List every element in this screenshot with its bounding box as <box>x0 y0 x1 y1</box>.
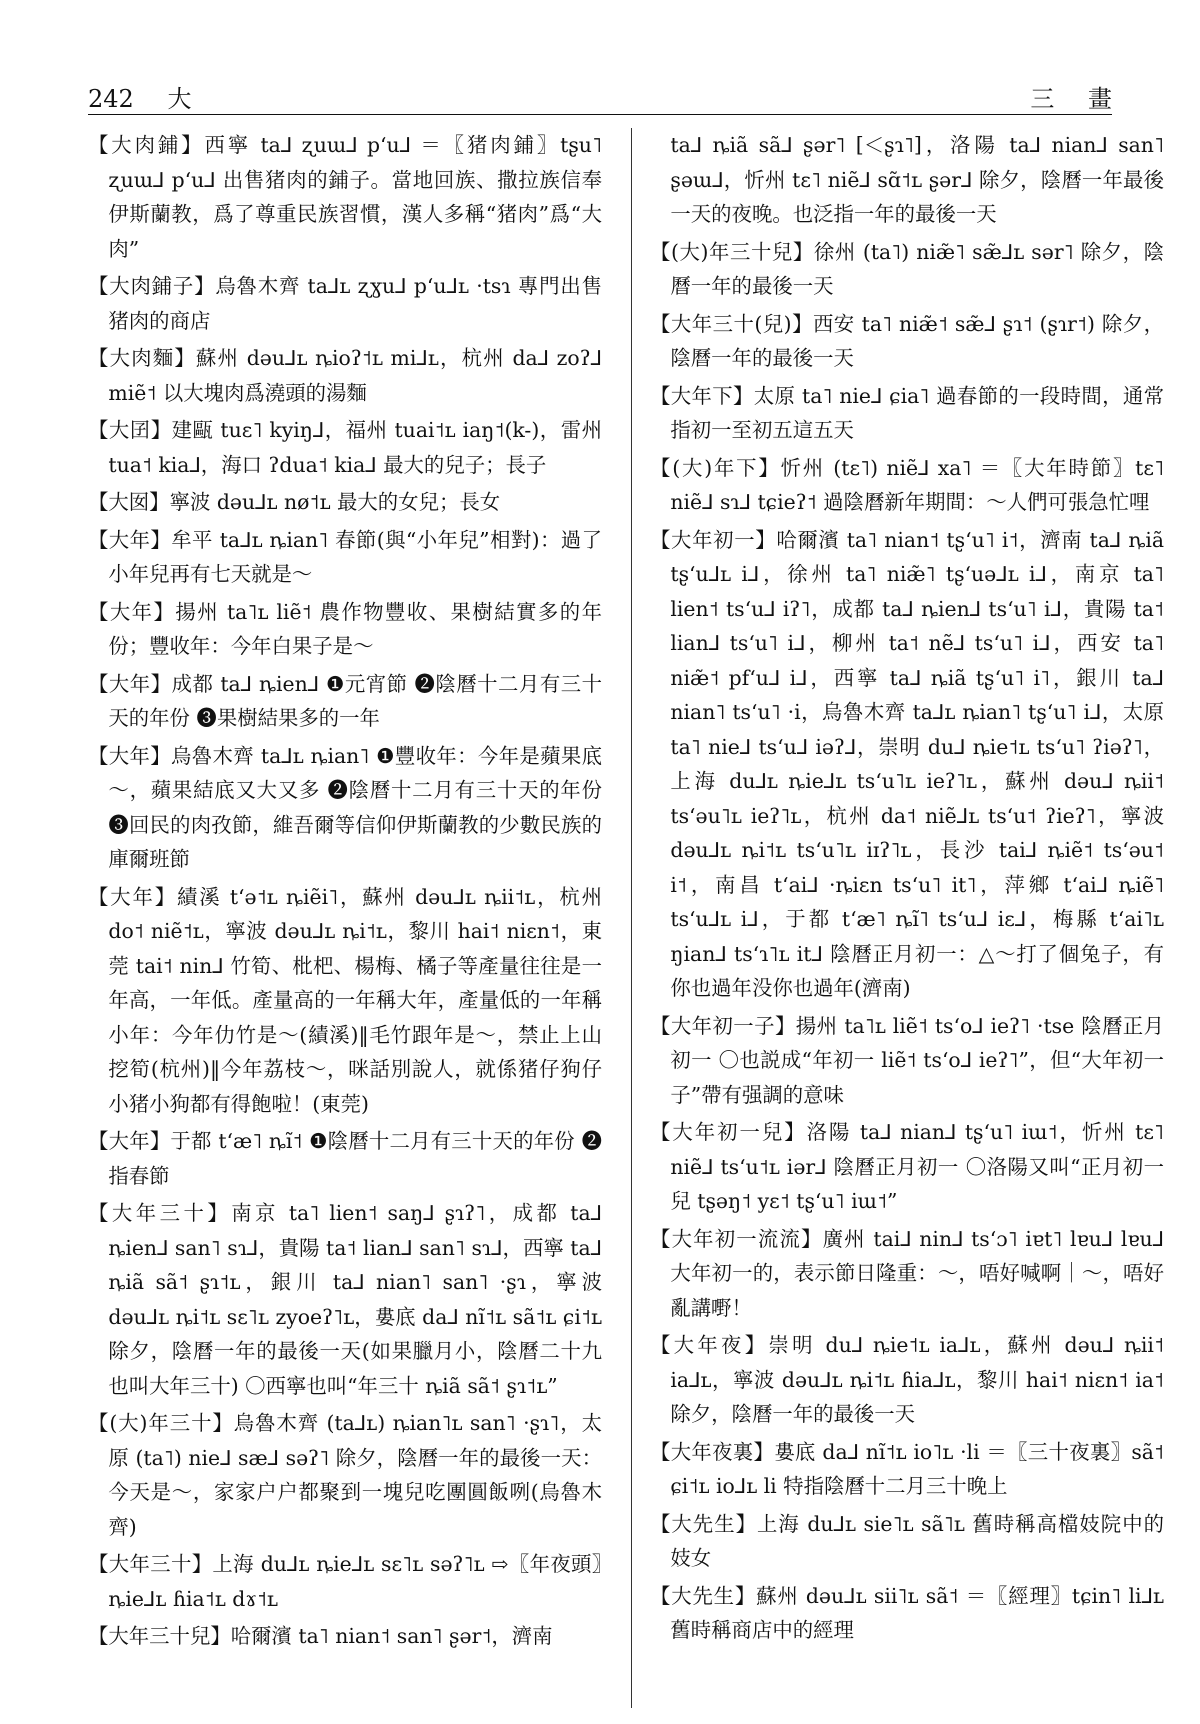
entry-continuation: ta⅃ ȵiã sã⅃ ʂər˥ [＜ʂɿ˥]，洛陽 ta⅃ nian⅃ san˥ ʂəɯ⅃，忻州 tɛ˥ niẽ⅃ sɑ̃˦ʟ ʂər⅃ 除夕，陰曆一年最後一天的夜晚。也泛指一年的最後一天 <box>670 133 1164 226</box>
entry: 【大年夜】崇明 du⅃ ȵie˦ʟ ia⅃ʟ，蘇州 dəu⅃ ȵii˦ ia⅃ʟ，寧波 dəu⅃ʟ ȵi˦ʟ ɦia⅃ʟ，黎川 hai˦ niɛn˦ ia˦ 除夕，陰曆一年的最後一天 <box>650 1333 1164 1426</box>
entry: 【大先生】蘇州 dəu⅃ʟ sii˥ʟ sã˦ ＝〖經理〗tɕin˥ li⅃ʟ 舊時稱商店中的經理 <box>650 1583 1164 1642</box>
head-character: 大 <box>167 85 192 113</box>
entry: 【大年三十(兒)】西安 ta˥ niæ̃˦ sæ̃⅃ ʂɿ˦ (ʂɿr˦) 除夕，陰曆一年的最後一天 <box>650 311 1164 370</box>
section-char-2: 畫 <box>1088 85 1112 113</box>
entry: 【大先生】上海 du⅃ʟ sie˥ʟ sã˥ʟ 舊時稱高檔妓院中的妓女 <box>650 1511 1164 1570</box>
entry: 【大年】烏魯木齊 ta⅃ʟ ȵian˥ ❶豐收年：今年是蘋果底～，蘋果結底又大又多 ❷陰曆十二月有三十天的年份 ❸回民的肉孜節，維吾爾等信仰伊斯蘭教的少數民族的庫爾班節 <box>88 743 602 871</box>
entry: 【大年】績溪 tʻə˦ʟ ȵiẽi˥，蘇州 dəu⅃ʟ ȵii˦ʟ，杭州 do˦ niẽ˦ʟ，寧波 dəu⅃ʟ ȵi˦ʟ，黎川 hai˦ niɛn˦，東莞 tai˦ nin⅃ 竹筍、枇杷、楊梅、橘子等產量往往是一年高，一年低。產量高的一年稱大年，產量低的一年稱小年：今年仂竹是～(績溪)‖毛竹跟年是～，禁止上山挖筍(杭州)‖今年荔枝～，咪話別說人，就係猪仔狗仔小猪小狗都有得飽啦！(東莞) <box>88 884 602 1116</box>
header-left <box>88 79 217 114</box>
entry: 【大肉鋪】西寧 ta⅃ ʐuɯ⅃ pʻu⅃ ＝〖猪肉鋪〗tʂu˥ ʐuɯ⅃ pʻu⅃ 出售猪肉的鋪子。當地回族、撒拉族信奉伊斯蘭教，爲了尊重民族習慣，漢人多稱“猪肉”爲“大肉” <box>88 133 602 261</box>
entry: 【大年初一子】揚州 ta˥ʟ liẽ˦ tsʻo⅃ ieʔ˥ ·tse 陰曆正月初一 〇也説成“年初一 liẽ˦ tsʻo⅃ ieʔ˥”，但“大年初一子”帶有强調的意味 <box>650 1013 1164 1107</box>
entry: 【大年下】太原 ta˥ nie⅃ ɕia˥ 過春節的一段時間，通常指初一至初五這五天 <box>650 383 1164 442</box>
page-header <box>88 70 1112 114</box>
entry: 【大年】于都 tʻæ˥ ȵĩ˦ ❶陰曆十二月有三十天的年份 ❷指春節 <box>88 1129 602 1188</box>
entry: 【(大)年三十】烏魯木齊 (ta⅃ʟ) ȵian˥ʟ san˥ ·ʂɿ˥，太原 (ta˥) nie⅃ sæ⅃ səʔ˥ 除夕，陰曆一年的最後一天：今天是～，家家户户都聚到一塊兒吃團圓飯咧(烏魯木齊) <box>88 1411 602 1539</box>
entry: 【大年】牟平 ta⅃ʟ ȵian˥ 春節(與“小年兒”相對)：過了小年兒再有七天就是～ <box>88 527 602 586</box>
column-separator <box>631 128 632 1708</box>
page-number: 242 <box>88 85 134 113</box>
entry: 【大年】成都 ta⅃ ȵien⅃ ❶元宵節 ❷陰曆十二月有三十天的年份 ❸果樹結果多的一年 <box>88 671 602 730</box>
section-char-1: 三 <box>1030 85 1055 113</box>
entry: 【(大)年下】忻州 (tɛ˥) niẽ⅃ xa˥ ＝〖大年時節〗tɛ˥ niẽ⅃ sɿ⅃ tɕieʔ˦ 過陰曆新年期間：～人們可張急忙哩 <box>650 455 1164 514</box>
entry: 【大肉麵】蘇州 dəu⅃ʟ ȵioʔ˦ʟ mi⅃ʟ，杭州 da⅃ zoʔ⅃ miẽ˦ 以大塊肉爲澆頭的湯麵 <box>88 346 602 405</box>
entry: 【大年三十】上海 du⅃ʟ ȵie⅃ʟ sɛ˥ʟ səʔ˥ʟ ⇨〖年夜頭〗ȵie⅃ʟ ɦia˦ʟ dɤ˦ʟ <box>88 1552 602 1611</box>
entry: 【大年】揚州 ta˥ʟ liẽ˦ 農作物豐收、果樹結實多的年份；豐收年：今年白果子是～ <box>88 599 602 658</box>
header-rule <box>88 114 1112 115</box>
entry: 【大囡】寧波 dəu⅃ʟ nø˦ʟ 最大的女兒；長女 <box>88 490 501 514</box>
entry: 【(大)年三十兒】徐州 (ta˥) niæ̃˥ sæ̃⅃ʟ sər˥ 除夕，陰曆一年的最後一天 <box>650 239 1164 298</box>
right-column <box>650 128 1164 1708</box>
entry: 【大年夜裏】婁底 da⅃ nĩ˦ʟ io˥ʟ ·li ＝〖三十夜裏〗sã˦ ɕi˦ʟ io⅃ʟ li 特指陰曆十二月三十晚上 <box>650 1439 1164 1498</box>
entry: 【大囝】建甌 tuɛ˥ kyiŋ⅃，福州 tuai˦ʟ iaŋ˦(k-)，雷州 tua˦ kia⅃，海口 ʔdua˦ kia⅃ 最大的兒子；長子 <box>88 418 602 477</box>
entry: 【大年初一】哈爾濱 ta˥ nian˦ tʂʻu˥ i˦，濟南 ta⅃ ȵiã tʂʻu⅃ʟ i⅃，徐州 ta˥ niæ̃˥ tʂʻuə⅃ʟ i⅃，南京 ta˥ lien˦ tsʻu⅃ iʔ˥，成都 ta⅃ ȵien⅃ tsʻu˥ i⅃，貴陽 ta˦ lian⅃ tsʻu˥ i⅃，柳州 ta˦ nẽ⅃ tsʻu˥ i⅃，西安 ta˥ niæ̃˦ pfʻu⅃ i⅃，西寧 ta⅃ ȵiã tʂʻu˥ i˥，銀川 ta⅃ nian˥ tsʻu˥ ·i，烏魯木齊 ta⅃ʟ ȵian˥ tʂʻu˥ i⅃，太原 ta˥ nie⅃ tsʻu⅃ iəʔ⅃，崇明 du⅃ ȵie˦ʟ tsʻu˥ ʔiəʔ˥，上海 du⅃ʟ ȵie⅃ʟ tsʻu˥ʟ ieʔ˥ʟ，蘇州 dəu⅃ ȵii˦ tsʻəu˥ʟ ieʔ˥ʟ，杭州 da˦ niẽ⅃ʟ tsʻu˦ ʔieʔ˥，寧波 dəu⅃ʟ ȵi˦ʟ tsʻu˥ʟ iɪʔ˥ʟ，長沙 tai⅃ ȵiẽ˦ tsʻəu˦ i˦，南昌 tʻai⅃ ·ȵiɛn tsʻu˥ it˥，萍鄉 tʻai⅃ ȵiẽ˥ tsʻu⅃ʟ i⅃，于都 tʻæ˥ ȵĩ˥ tsʻu⅃ iɛ⅃，梅縣 tʻai˥ʟ ŋian⅃ tsʻɿ˥ʟ it⅃ 陰曆正月初一：△～打了個兔子，有你也過年没你也過年(濟南) <box>650 527 1164 1000</box>
entry: 【大年初一兒】洛陽 ta⅃ nian⅃ tʂʻu˥ iɯ˦，忻州 tɛ˥ niẽ⅃ tsʻu˦ʟ iər⅃ 陰曆正月初一 〇洛陽又叫“正月初一兒 tʂəŋ˦ yɛ˦ tʂʻu˥ iɯ˦” <box>650 1120 1164 1213</box>
entry: 【大年三十兒】哈爾濱 ta˥ nian˦ san˥ ʂər˦，濟南 <box>88 1624 553 1648</box>
entry: 【大年三十】南京 ta˥ lien˦ saŋ⅃ ʂɿʔ˥，成都 ta⅃ ȵien⅃ san˥ sɿ⅃，貴陽 ta˦ lian⅃ san˥ sɿ⅃，西寧 ta⅃ ȵiã sã˦ ʂɿ˦ʟ，銀川 ta⅃ nian˥ san˥ ·ʂɿ，寧波 dəu⅃ʟ ȵi˦ʟ sɛ˥ʟ zyoeʔ˥ʟ，婁底 da⅃ nĩ˦ʟ sã˦ʟ ɕi˦ʟ 除夕，陰曆一年的最後一天(如果臘月小，陰曆二十九也叫大年三十) 〇西寧也叫“年三十 ȵiã sã˦ ʂɿ˦ʟ” <box>88 1201 602 1398</box>
left-column <box>88 128 602 1708</box>
entry: 【大肉鋪子】烏魯木齊 ta⅃ʟ ʐɣu⅃ pʻu⅃ʟ ·tsɿ 專門出售猪肉的商店 <box>88 274 602 333</box>
header-right <box>1004 79 1112 114</box>
entry: 【大年初一流流】廣州 tai⅃ nin⅃ tsʻɔ˥ iɐt˥ lɐu⅃ lɐu⅃ 大年初一的，表示節日隆重：～，唔好喊啊｜～，唔好亂講嘢！ <box>650 1226 1164 1320</box>
